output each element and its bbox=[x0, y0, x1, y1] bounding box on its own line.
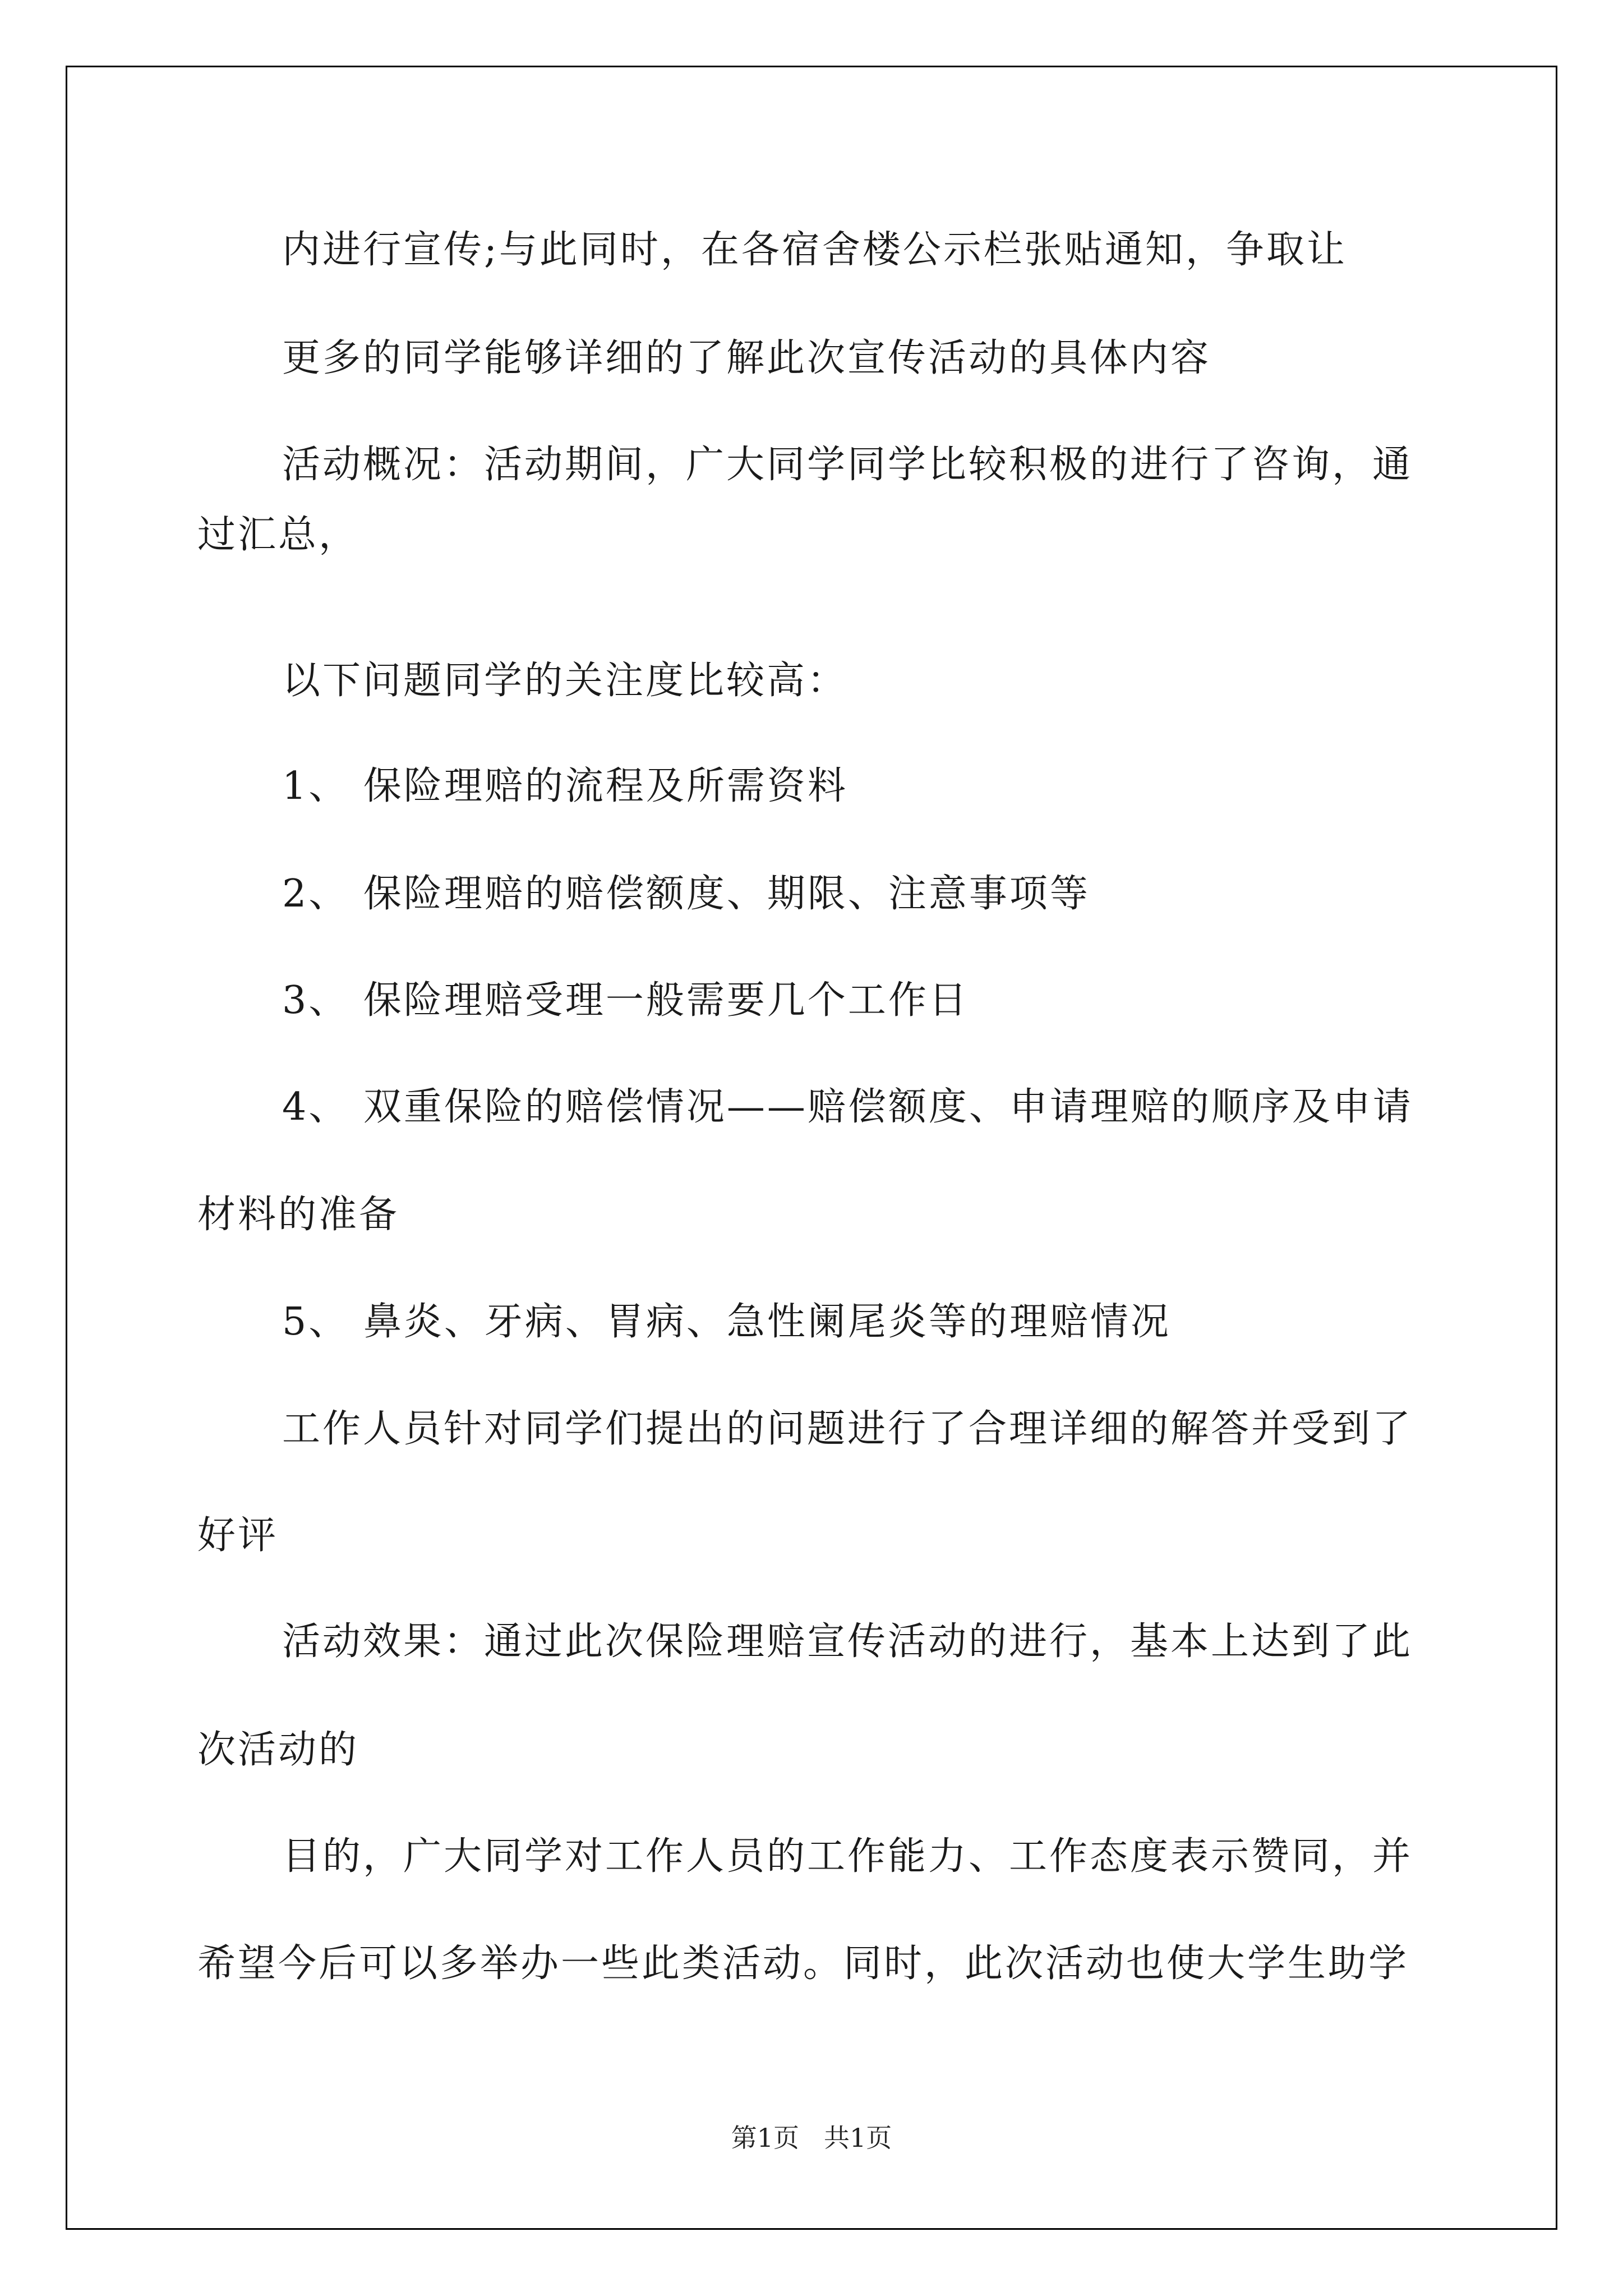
paragraph-line: 材料的准备 bbox=[197, 1193, 400, 1237]
paragraph-line: 次活动的 bbox=[197, 1728, 359, 1772]
paragraph-line: 内进行宣传;与此同时，在各宿舍楼公示栏张贴通知，争取让 bbox=[282, 228, 1347, 272]
paragraph-line: 过汇总， bbox=[197, 513, 359, 557]
paragraph-line: 以下问题同学的关注度比较高： bbox=[282, 659, 848, 703]
list-item: 2、 保险理赔的赔偿额度、期限、注意事项等 bbox=[282, 872, 1090, 916]
page-number: 第1页 bbox=[731, 2123, 800, 2153]
paragraph-line: 更多的同学能够详细的了解此次宣传活动的具体内容 bbox=[282, 336, 1211, 380]
list-item: 3、 保险理赔受理一般需要几个工作日 bbox=[282, 978, 969, 1023]
list-item: 5、 鼻炎、牙病、胃病、急性阑尾炎等的理赔情况 bbox=[282, 1300, 1171, 1344]
paragraph-line: 希望今后可以多举办一些此类活动。同时，此次活动也使大学生助学 bbox=[197, 1941, 1409, 1986]
paragraph-line: 工作人员针对同学们提出的问题进行了合理详细的解答并受到了 bbox=[282, 1407, 1413, 1451]
page-total: 共1页 bbox=[823, 2123, 892, 2153]
paragraph-line: 活动概况：活动期间，广大同学同学比较积极的进行了咨询，通 bbox=[282, 443, 1413, 487]
list-item: 4、 双重保险的赔偿情况——赔偿额度、申请理赔的顺序及申请 bbox=[282, 1085, 1413, 1129]
list-item: 1、 保险理赔的流程及所需资料 bbox=[282, 764, 848, 808]
paragraph-line: 好评 bbox=[197, 1513, 279, 1558]
page-border bbox=[66, 66, 1557, 2230]
paragraph-line: 活动效果：通过此次保险理赔宣传活动的进行，基本上达到了此 bbox=[282, 1619, 1413, 1664]
page-footer bbox=[0, 2125, 1623, 2151]
paragraph-line: 目的，广大同学对工作人员的工作能力、工作态度表示赞同，并 bbox=[282, 1834, 1413, 1879]
